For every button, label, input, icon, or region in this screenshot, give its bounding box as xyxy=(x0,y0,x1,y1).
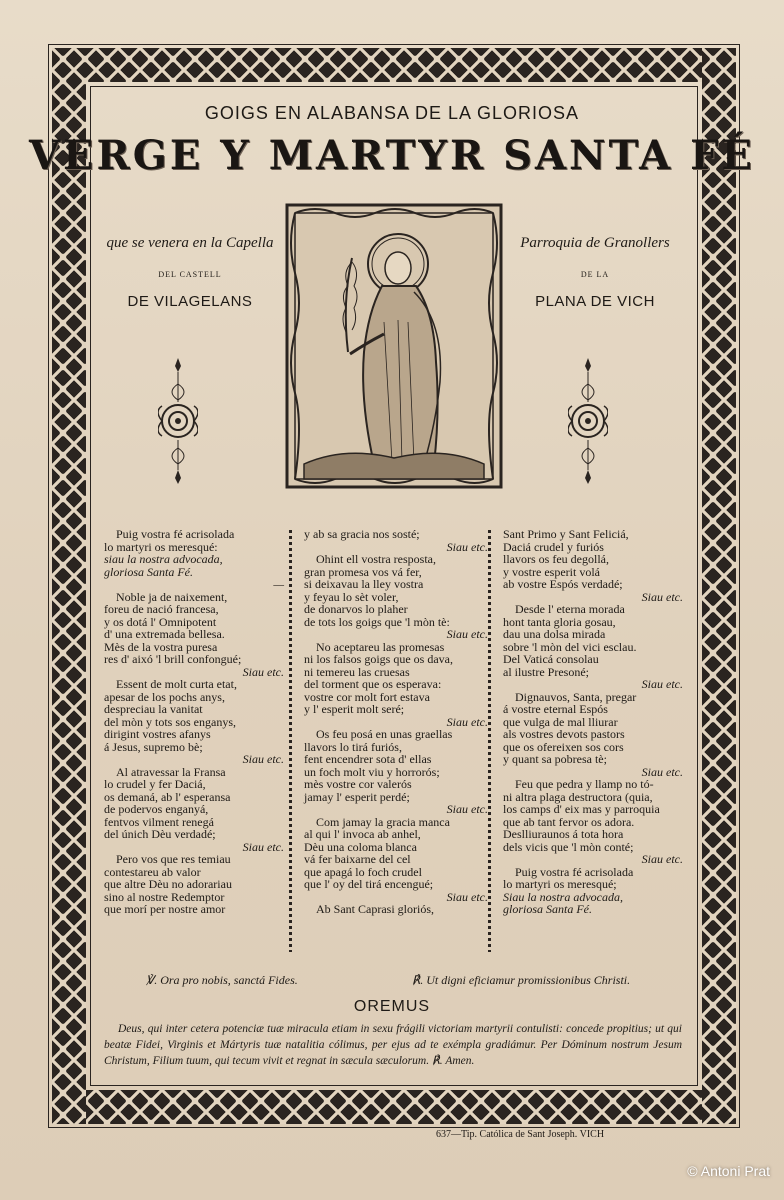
right-caption-line-3: PLANA DE VICH xyxy=(535,293,655,310)
verse-line: Mès de la vostra puresa xyxy=(104,639,218,654)
verse-line: ni temereu las cruesas xyxy=(304,664,410,679)
verse-line: que l' oy del tirá encengué; xyxy=(304,877,434,891)
verse-line: Deslliuraunos á tota hora xyxy=(503,827,624,841)
verse-line: Dignauvos, Santa, pregar xyxy=(515,689,637,704)
verse-line: No aceptareu las promesas xyxy=(316,639,445,654)
verse-line: Siau etc. xyxy=(641,677,683,691)
right-caption-line-2: DE LA xyxy=(580,270,610,279)
verse-line: Siau etc. xyxy=(242,664,284,679)
verse-line: fent encendrer sota d' ellas xyxy=(304,752,432,766)
title-line-1: GOIGS EN ALABANSA DE LA GLORIOSA xyxy=(204,103,580,123)
verse-line: Siau etc. xyxy=(242,839,284,854)
verse-line: Dèu una coloma blanca xyxy=(304,839,417,854)
verse-line: ni altra plaga destructora (quia, xyxy=(503,789,653,804)
verse-line: mès vostre cor valerós xyxy=(304,777,412,791)
right-caption xyxy=(506,235,684,310)
right-caption-line-1: Parroquia de Granollers xyxy=(520,235,670,251)
verse-line: Com jamay la gracia manca xyxy=(316,814,450,829)
verse-line: os demaná, ab l' esperansa xyxy=(104,789,231,804)
response: ℟. Ut digni eficiamur promissionibus Christi. xyxy=(412,973,631,987)
verse-line: Siau etc. xyxy=(446,802,488,816)
verse-line: Siau etc. xyxy=(641,764,683,779)
title-line-2: VERGE Y MARTYR SANTA FÉ xyxy=(28,132,756,179)
verse-line: y ab sa gracia nos sosté; xyxy=(304,527,420,541)
border-left xyxy=(52,48,86,1124)
verse-line: que altre Dèu no adorariau xyxy=(104,877,232,891)
verse-line: que morí per nostre amor xyxy=(104,902,226,916)
verse-line: los camps d' eix mas y parroquia xyxy=(503,802,660,816)
verse-line: si deixavau la lley vostra xyxy=(304,577,424,591)
verse-line: dels vicis que 'l mòn conté; xyxy=(503,839,634,854)
left-caption xyxy=(104,235,276,310)
verse-line: foreu de nació francesa, xyxy=(104,602,219,616)
verse-line: del mòn y tots sos enganys, xyxy=(104,714,236,729)
verse-line: y vostre esperit volá xyxy=(503,564,600,579)
verse-line: gloriosa Santa Fé. xyxy=(104,564,193,579)
verse-line: gloriosa Santa Fé. xyxy=(503,902,592,916)
verse-line: Os feu posá en unas graellas xyxy=(316,727,453,741)
verse-line: de donarvos lo plaher xyxy=(304,602,408,616)
verse-line: dau una dolsa mirada xyxy=(503,627,606,641)
left-caption-line-3: DE VILAGELANS xyxy=(127,293,253,310)
verse-line: dirigint vostres afanys xyxy=(104,727,211,741)
verse-line: Puig vostra fé acrisolada xyxy=(116,527,235,541)
verse-line: del únich Dèu verdadé; xyxy=(104,827,216,841)
verse-line: Siau etc. xyxy=(446,539,488,554)
verse-column-2 xyxy=(304,528,488,916)
left-caption-line-2: DEL CASTELL xyxy=(158,270,222,279)
verse-line: un foch molt viu y horrorós; xyxy=(304,764,440,779)
verse-line: sino al nostre Redemptor xyxy=(104,889,225,904)
verse-line: jamay l' esperit perdé; xyxy=(304,789,410,804)
verse-line: als vostres devots pastors xyxy=(503,727,625,741)
verse-line: y quant sa pobresa tè; xyxy=(503,752,607,766)
verse-line: al ilustre Presoné; xyxy=(503,664,589,679)
copyright-watermark: © Antoni Prat xyxy=(687,1163,770,1179)
verse-line: Siau la nostra advocada, xyxy=(503,889,623,904)
verse-line: Siau etc. xyxy=(446,889,488,904)
verse-column-1 xyxy=(104,528,284,916)
verse-line: sobre 'l mòn del vici esclau. xyxy=(503,639,637,654)
printer-footer: 637—Tip. Católica de Sant Joseph. VICH xyxy=(436,1129,605,1140)
verse-line: llavors os feu degollá, xyxy=(503,552,609,566)
verse-line: ab vostre Espós verdadé; xyxy=(503,577,623,591)
verse-line: que apagá lo foch crudel xyxy=(304,864,422,879)
oremus-text: Deus, qui inter cetera potenciæ tuæ miracula etiam in sexu frágili victoriam martyrii contulisti: concede propitius; ut qui beatæ Fidei, Virginis et Mártyris tuæ natalitia cólimus, per ejus ad te exémpla gradiámur. Per Dóminum nostrum Jesum Christum, Filium tuum, qui tecum vivit et regnat in sæcula sæculorum. ℟. Amen. xyxy=(104,1023,682,1067)
verse-line: ni los falsos goigs que os dava, xyxy=(304,652,453,666)
left-caption-line-1: que se venera en la Capella xyxy=(106,235,274,251)
verse-line: llavors lo tirá furiós, xyxy=(304,739,402,754)
verse-line: Siau etc. xyxy=(641,852,683,866)
left-ornament-icon xyxy=(158,356,198,486)
border-right xyxy=(702,48,736,1124)
verse-line: contestareu ab valor xyxy=(104,864,201,879)
border-top xyxy=(52,48,736,82)
verse-line: — xyxy=(273,577,284,591)
verse-line: Sant Primo y Sant Feliciá, xyxy=(503,527,629,541)
verse-line: Feu que pedra y llamp no tó- xyxy=(515,777,654,791)
right-ornament-icon xyxy=(568,356,608,486)
verse-line: despreciau la vanitat xyxy=(104,702,203,716)
verse-line: fentvos vilment renegá xyxy=(104,814,214,829)
verse-line: siau la nostra advocada, xyxy=(104,552,223,566)
verse-line: lo martyri os meresqué: xyxy=(104,539,218,554)
verse-line: Del Vaticá consolau xyxy=(503,652,599,666)
column-divider-1 xyxy=(289,530,292,952)
border-bottom xyxy=(52,1090,736,1124)
verse-line: hont tanta gloria gosau, xyxy=(503,614,616,629)
verse-line: gran promesa vos vá fer, xyxy=(304,564,422,579)
verse-line: apesar de los pochs anys, xyxy=(104,689,225,704)
verse-line: Pero vos que res temiau xyxy=(116,852,231,866)
versicle: ℣. Ora pro nobis, sanctá Fides. xyxy=(146,973,298,987)
verse-line: Ohint ell vostra resposta, xyxy=(316,552,436,566)
verse-line: lo crudel y fer Daciá, xyxy=(104,777,206,791)
verse-line: y l' esperit molt seré; xyxy=(304,702,405,716)
verse-line: Siau etc. xyxy=(641,589,683,604)
verse-line: y feyau lo sèt voler, xyxy=(304,589,399,604)
verse-line: vostre cor molt fort estava xyxy=(304,689,430,704)
verse-line: al qui l' invoca ab anhel, xyxy=(304,827,421,841)
oremus-title: OREMUS xyxy=(353,998,431,1015)
verse-line: que vulga de mal lliurar xyxy=(503,714,618,729)
verse-line: Siau etc. xyxy=(242,752,284,766)
verse-line: que os ofereixen sos cors xyxy=(503,739,624,754)
verse-column-3 xyxy=(503,528,683,916)
verse-line: que ab tant fervor os adora. xyxy=(503,814,635,829)
verse-line: Siau etc. xyxy=(446,627,488,641)
verse-line: Puig vostra fé acrisolada xyxy=(515,864,634,879)
verse-line: lo martyri os meresqué; xyxy=(503,877,617,891)
verse-line: d' una extremada bellesa. xyxy=(104,627,225,641)
verse-line: del torment que os esperava: xyxy=(304,677,442,691)
column-divider-2 xyxy=(488,530,491,952)
verse-line: á Jesus, supremo bè; xyxy=(104,739,203,754)
verse-line: Siau etc. xyxy=(446,714,488,729)
verse-line: Essent de molt curta etat, xyxy=(116,677,237,691)
verse-line: Ab Sant Caprasi gloriós, xyxy=(316,902,434,916)
verse-line: de podervos enganyá, xyxy=(104,802,209,816)
verse-line: Noble ja de naixement, xyxy=(116,589,228,604)
verse-line: Al atravessar la Fransa xyxy=(116,764,226,779)
verse-line: Desde l' eterna morada xyxy=(515,602,625,616)
verse-line: Daciá crudel y furiós xyxy=(503,539,604,554)
verse-line: á vostre eternal Espós xyxy=(503,702,608,716)
verse-line: y os dotá l' Omnipotent xyxy=(104,614,217,629)
saint-engraving-image xyxy=(284,202,504,490)
verse-line: vá fer baixarne del cel xyxy=(304,852,411,866)
verse-line: de tots los goigs que 'l mòn tè: xyxy=(304,614,450,629)
verse-line: res d' aixó 'l brill confongué; xyxy=(104,652,242,666)
